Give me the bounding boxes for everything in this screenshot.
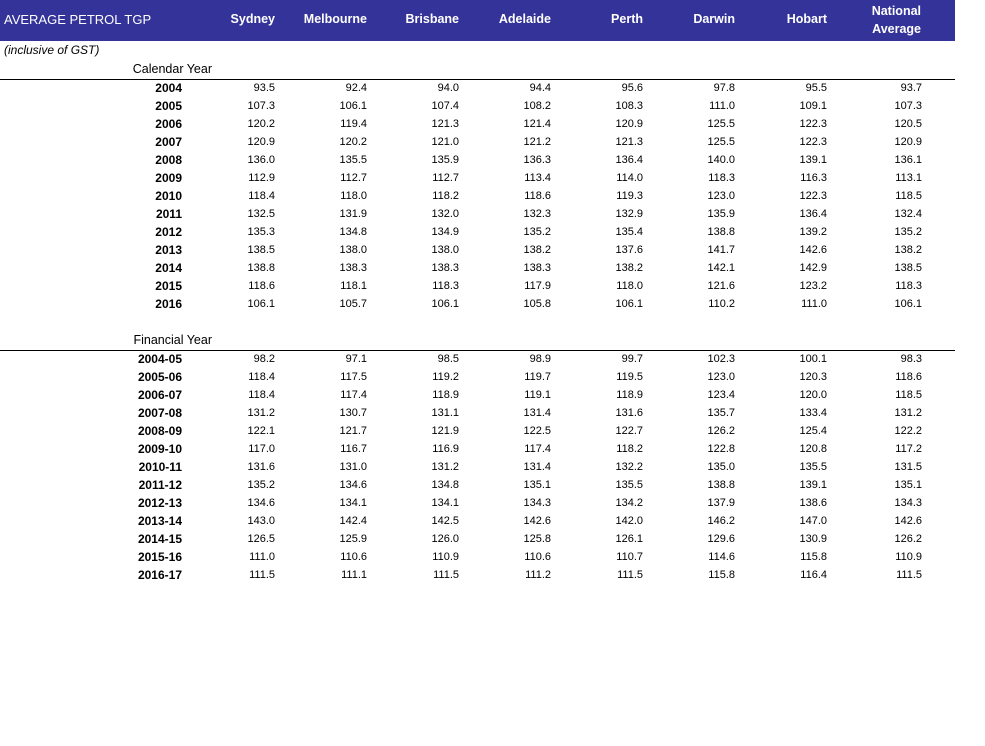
table-cell: 142.0 bbox=[615, 515, 643, 527]
table-cell: 138.8 bbox=[707, 479, 735, 491]
table-row bbox=[0, 260, 955, 278]
table-cell: 120.9 bbox=[894, 136, 922, 148]
table-cell: 118.6 bbox=[895, 371, 922, 383]
table-cell: 135.5 bbox=[615, 479, 643, 491]
table-cell: 135.1 bbox=[523, 479, 551, 491]
table-cell: 118.4 bbox=[248, 190, 275, 202]
table-cell: 98.9 bbox=[529, 353, 551, 365]
table-cell: 122.8 bbox=[707, 443, 735, 455]
table-cell: 118.5 bbox=[895, 190, 922, 202]
table-cell: 123.4 bbox=[707, 389, 735, 401]
table-cell: 141.7 bbox=[707, 244, 735, 256]
table-cell: 142.5 bbox=[431, 515, 459, 527]
table-cell: 135.5 bbox=[339, 154, 367, 166]
table-cell: 111.5 bbox=[433, 569, 459, 581]
table-row bbox=[0, 152, 955, 170]
table-cell: 118.0 bbox=[616, 280, 643, 292]
table-cell: 125.4 bbox=[799, 425, 827, 437]
table-cell: 122.3 bbox=[799, 118, 827, 130]
table-row bbox=[0, 351, 955, 369]
table-cell: 131.5 bbox=[894, 461, 922, 473]
table-cell: 118.6 bbox=[524, 190, 551, 202]
table-row bbox=[0, 98, 955, 116]
table-cell: 120.8 bbox=[799, 443, 827, 455]
calendar-year-label: Calendar Year bbox=[132, 62, 212, 76]
table-cell: 135.2 bbox=[523, 226, 551, 238]
table-cell: 126.2 bbox=[707, 425, 735, 437]
table-cell: 129.6 bbox=[707, 533, 735, 545]
table-cell: 131.6 bbox=[615, 407, 643, 419]
table-cell: 106.1 bbox=[339, 100, 367, 112]
table-row bbox=[0, 224, 955, 242]
table-cell: 111.0 bbox=[249, 551, 275, 563]
table-cell: 98.2 bbox=[253, 353, 275, 365]
table-cell: 138.2 bbox=[894, 244, 922, 256]
table-cell: 122.2 bbox=[894, 425, 922, 437]
table-cell: 120.3 bbox=[799, 371, 827, 383]
col-header-sydney: Sydney bbox=[230, 12, 275, 26]
table-cell: 131.4 bbox=[523, 407, 551, 419]
table-cell: 138.6 bbox=[799, 497, 827, 509]
row-year-label: 2013 bbox=[155, 243, 182, 257]
table-cell: 117.0 bbox=[248, 443, 275, 455]
table-row bbox=[0, 134, 955, 152]
table-cell: 111.0 bbox=[709, 100, 735, 112]
table-cell: 134.8 bbox=[431, 479, 459, 491]
table-cell: 119.2 bbox=[432, 371, 459, 383]
table-cell: 118.2 bbox=[432, 190, 459, 202]
col-header-darwin: Darwin bbox=[693, 12, 735, 26]
table-cell: 138.0 bbox=[431, 244, 459, 256]
table-row bbox=[0, 423, 955, 441]
table-cell: 147.0 bbox=[799, 515, 827, 527]
table-cell: 123.0 bbox=[707, 190, 735, 202]
table-cell: 120.5 bbox=[894, 118, 922, 130]
table-cell: 95.5 bbox=[805, 82, 827, 94]
table-cell: 108.3 bbox=[615, 100, 643, 112]
table-cell: 109.1 bbox=[799, 100, 827, 112]
table-cell: 131.6 bbox=[247, 461, 275, 473]
table-cell: 121.2 bbox=[523, 136, 551, 148]
table-cell: 134.3 bbox=[894, 497, 922, 509]
table-cell: 130.9 bbox=[799, 533, 827, 545]
table-cell: 117.4 bbox=[340, 389, 367, 401]
table-row bbox=[0, 170, 955, 188]
col-header-hobart: Hobart bbox=[786, 12, 827, 26]
table-cell: 110.6 bbox=[524, 551, 551, 563]
table-cell: 93.5 bbox=[253, 82, 275, 94]
table-cell: 106.1 bbox=[615, 298, 643, 310]
table-cell: 113.1 bbox=[895, 172, 922, 184]
table-cell: 132.4 bbox=[894, 208, 922, 220]
row-year-label: 2014 bbox=[155, 261, 182, 275]
table-cell: 118.2 bbox=[616, 443, 643, 455]
table-cell: 108.2 bbox=[523, 100, 551, 112]
table-cell: 125.9 bbox=[339, 533, 367, 545]
table-cell: 123.2 bbox=[799, 280, 827, 292]
table-row bbox=[0, 531, 955, 549]
table-cell: 132.0 bbox=[431, 208, 459, 220]
row-year-label: 2011 bbox=[155, 207, 182, 221]
table-cell: 136.0 bbox=[247, 154, 275, 166]
table-cell: 136.1 bbox=[894, 154, 922, 166]
table-cell: 123.0 bbox=[707, 371, 735, 383]
table-cell: 136.4 bbox=[799, 208, 827, 220]
table-cell: 116.9 bbox=[432, 443, 459, 455]
row-year-label: 2004-05 bbox=[137, 352, 182, 366]
table-cell: 138.8 bbox=[247, 262, 275, 274]
table-cell: 111.0 bbox=[801, 298, 827, 310]
table-cell: 132.2 bbox=[615, 461, 643, 473]
table-row bbox=[0, 206, 955, 224]
table-cell: 138.5 bbox=[247, 244, 275, 256]
row-year-label: 2010 bbox=[155, 189, 182, 203]
table-cell: 139.1 bbox=[799, 154, 827, 166]
table-cell: 122.3 bbox=[799, 190, 827, 202]
table-cell: 132.9 bbox=[615, 208, 643, 220]
table-cell: 135.7 bbox=[707, 407, 735, 419]
table-cell: 118.0 bbox=[340, 190, 367, 202]
table-cell: 125.5 bbox=[707, 118, 735, 130]
table-cell: 120.2 bbox=[339, 136, 367, 148]
table-cell: 136.3 bbox=[523, 154, 551, 166]
table-cell: 139.1 bbox=[799, 479, 827, 491]
table-row bbox=[0, 549, 955, 567]
table-cell: 125.8 bbox=[523, 533, 551, 545]
table-cell: 143.0 bbox=[247, 515, 275, 527]
table-cell: 110.9 bbox=[895, 551, 922, 563]
table-cell: 97.8 bbox=[713, 82, 735, 94]
table-row bbox=[0, 369, 955, 387]
table-cell: 134.6 bbox=[247, 497, 275, 509]
table-cell: 114.6 bbox=[708, 551, 735, 563]
table-cell: 121.0 bbox=[431, 136, 459, 148]
table-cell: 130.7 bbox=[339, 407, 367, 419]
table-cell: 94.4 bbox=[529, 82, 551, 94]
table-cell: 111.2 bbox=[525, 569, 551, 581]
table-cell: 117.9 bbox=[524, 280, 551, 292]
table-cell: 107.3 bbox=[247, 100, 275, 112]
table-cell: 126.2 bbox=[894, 533, 922, 545]
table-cell: 92.4 bbox=[345, 82, 367, 94]
table-row bbox=[0, 441, 955, 459]
table-cell: 138.3 bbox=[339, 262, 367, 274]
row-year-label: 2012 bbox=[155, 225, 182, 239]
table-row bbox=[0, 188, 955, 206]
table-cell: 118.9 bbox=[432, 389, 459, 401]
table-cell: 106.1 bbox=[894, 298, 922, 310]
sheet-title: AVERAGE PETROL TGP bbox=[4, 12, 152, 27]
table-cell: 111.5 bbox=[249, 569, 275, 581]
table-cell: 142.6 bbox=[799, 244, 827, 256]
table-cell: 131.9 bbox=[339, 208, 367, 220]
table-cell: 105.7 bbox=[339, 298, 367, 310]
table-cell: 135.2 bbox=[247, 479, 275, 491]
row-year-label: 2004 bbox=[155, 81, 182, 95]
table-cell: 142.4 bbox=[339, 515, 367, 527]
table-cell: 106.1 bbox=[431, 298, 459, 310]
table-cell: 122.3 bbox=[799, 136, 827, 148]
col-header-brisbane: Brisbane bbox=[405, 12, 459, 26]
table-cell: 119.3 bbox=[616, 190, 643, 202]
table-cell: 112.7 bbox=[432, 172, 459, 184]
table-cell: 135.2 bbox=[894, 226, 922, 238]
table-row bbox=[0, 405, 955, 423]
row-year-label: 2007-08 bbox=[137, 406, 182, 420]
table-cell: 122.1 bbox=[247, 425, 275, 437]
table-cell: 115.8 bbox=[708, 569, 735, 581]
table-cell: 138.8 bbox=[707, 226, 735, 238]
row-year-label: 2006-07 bbox=[137, 388, 182, 402]
row-year-label: 2014-15 bbox=[137, 532, 182, 546]
table-cell: 118.5 bbox=[895, 389, 922, 401]
table-cell: 116.7 bbox=[340, 443, 367, 455]
table-cell: 132.5 bbox=[247, 208, 275, 220]
table-cell: 121.4 bbox=[523, 118, 551, 130]
table-cell: 121.3 bbox=[615, 136, 643, 148]
table-cell: 118.4 bbox=[248, 371, 275, 383]
table-cell: 93.7 bbox=[900, 82, 922, 94]
row-year-label: 2005-06 bbox=[137, 370, 182, 384]
table-cell: 112.9 bbox=[248, 172, 275, 184]
table-cell: 107.3 bbox=[894, 100, 922, 112]
table-cell: 99.7 bbox=[621, 353, 643, 365]
table-cell: 115.8 bbox=[800, 551, 827, 563]
table-cell: 131.2 bbox=[247, 407, 275, 419]
table-cell: 131.2 bbox=[894, 407, 922, 419]
row-year-label: 2011-12 bbox=[138, 478, 182, 492]
table-cell: 121.3 bbox=[431, 118, 459, 130]
table-cell: 119.7 bbox=[524, 371, 551, 383]
table-cell: 136.4 bbox=[615, 154, 643, 166]
col-header-national-line1: National bbox=[871, 4, 921, 18]
table-cell: 110.7 bbox=[616, 551, 643, 563]
row-year-label: 2009 bbox=[155, 171, 182, 185]
col-header-adelaide: Adelaide bbox=[498, 12, 551, 26]
row-year-label: 2015 bbox=[155, 279, 182, 293]
table-cell: 138.3 bbox=[431, 262, 459, 274]
table-cell: 106.1 bbox=[247, 298, 275, 310]
table-cell: 121.6 bbox=[707, 280, 735, 292]
table-cell: 117.2 bbox=[895, 443, 922, 455]
financial-year-label: Financial Year bbox=[133, 333, 212, 347]
table-cell: 102.3 bbox=[707, 353, 735, 365]
row-year-label: 2009-10 bbox=[137, 442, 182, 456]
table-cell: 118.3 bbox=[708, 172, 735, 184]
table-cell: 120.9 bbox=[247, 136, 275, 148]
table-cell: 110.6 bbox=[340, 551, 367, 563]
table-cell: 110.2 bbox=[708, 298, 735, 310]
table-cell: 135.4 bbox=[615, 226, 643, 238]
table-row bbox=[0, 513, 955, 531]
row-year-label: 2005 bbox=[155, 99, 182, 113]
table-cell: 94.0 bbox=[437, 82, 459, 94]
table-cell: 121.7 bbox=[339, 425, 367, 437]
table-cell: 118.9 bbox=[616, 389, 643, 401]
table-cell: 131.1 bbox=[431, 407, 459, 419]
table-cell: 138.2 bbox=[523, 244, 551, 256]
table-cell: 116.4 bbox=[800, 569, 827, 581]
table-cell: 137.9 bbox=[707, 497, 735, 509]
table-cell: 126.0 bbox=[431, 533, 459, 545]
table-cell: 114.0 bbox=[616, 172, 643, 184]
table-cell: 132.3 bbox=[523, 208, 551, 220]
table-cell: 139.2 bbox=[799, 226, 827, 238]
table-cell: 142.1 bbox=[707, 262, 735, 274]
table-row bbox=[0, 116, 955, 134]
table-cell: 118.3 bbox=[432, 280, 459, 292]
table-cell: 134.2 bbox=[615, 497, 643, 509]
row-year-label: 2006 bbox=[155, 117, 182, 131]
table-row bbox=[0, 278, 955, 296]
table-cell: 142.6 bbox=[894, 515, 922, 527]
table-cell: 134.8 bbox=[339, 226, 367, 238]
table-cell: 134.1 bbox=[431, 497, 459, 509]
table-row bbox=[0, 459, 955, 477]
table-cell: 119.1 bbox=[524, 389, 551, 401]
table-cell: 135.3 bbox=[247, 226, 275, 238]
table-cell: 111.1 bbox=[341, 569, 367, 581]
table-cell: 126.1 bbox=[615, 533, 643, 545]
table-cell: 119.4 bbox=[340, 118, 367, 130]
table-cell: 110.9 bbox=[432, 551, 459, 563]
table-cell: 133.4 bbox=[799, 407, 827, 419]
table-cell: 134.1 bbox=[339, 497, 367, 509]
table-cell: 111.5 bbox=[896, 569, 922, 581]
row-year-label: 2012-13 bbox=[137, 496, 182, 510]
row-year-label: 2013-14 bbox=[137, 514, 182, 528]
table-cell: 117.5 bbox=[340, 371, 367, 383]
row-year-label: 2008-09 bbox=[137, 424, 182, 438]
table-row bbox=[0, 296, 955, 314]
table-cell: 119.5 bbox=[616, 371, 643, 383]
table-cell: 120.2 bbox=[247, 118, 275, 130]
table-cell: 98.3 bbox=[900, 353, 922, 365]
table-cell: 121.9 bbox=[431, 425, 459, 437]
table-cell: 135.0 bbox=[707, 461, 735, 473]
table-cell: 105.8 bbox=[523, 298, 551, 310]
table-cell: 117.4 bbox=[524, 443, 551, 455]
table-cell: 131.2 bbox=[431, 461, 459, 473]
table-cell: 118.4 bbox=[248, 389, 275, 401]
table-cell: 138.5 bbox=[894, 262, 922, 274]
table-row bbox=[0, 242, 955, 260]
table-row bbox=[0, 80, 955, 98]
table-row bbox=[0, 477, 955, 495]
table-cell: 134.6 bbox=[339, 479, 367, 491]
table-cell: 142.6 bbox=[523, 515, 551, 527]
table-cell: 134.3 bbox=[523, 497, 551, 509]
table-cell: 131.0 bbox=[339, 461, 367, 473]
table-cell: 134.9 bbox=[431, 226, 459, 238]
table-cell: 142.9 bbox=[799, 262, 827, 274]
row-year-label: 2016 bbox=[155, 297, 182, 311]
table-cell: 98.5 bbox=[437, 353, 459, 365]
table-cell: 118.6 bbox=[248, 280, 275, 292]
table-cell: 112.7 bbox=[340, 172, 367, 184]
header-bar bbox=[0, 0, 955, 41]
row-year-label: 2010-11 bbox=[138, 460, 182, 474]
table-row bbox=[0, 495, 955, 513]
table-cell: 135.9 bbox=[707, 208, 735, 220]
row-year-label: 2007 bbox=[155, 135, 182, 149]
table-cell: 140.0 bbox=[707, 154, 735, 166]
table-cell: 97.1 bbox=[345, 353, 367, 365]
table-cell: 126.5 bbox=[247, 533, 275, 545]
col-header-perth: Perth bbox=[611, 12, 643, 26]
table-cell: 138.2 bbox=[615, 262, 643, 274]
table-cell: 118.1 bbox=[340, 280, 367, 292]
table-cell: 120.9 bbox=[615, 118, 643, 130]
table-cell: 131.4 bbox=[523, 461, 551, 473]
gst-note: (inclusive of GST) bbox=[4, 43, 100, 57]
table-cell: 138.3 bbox=[523, 262, 551, 274]
table-cell: 107.4 bbox=[431, 100, 459, 112]
table-cell: 100.1 bbox=[799, 353, 827, 365]
table-cell: 125.5 bbox=[707, 136, 735, 148]
col-header-melbourne: Melbourne bbox=[303, 12, 367, 26]
table-cell: 116.3 bbox=[800, 172, 827, 184]
table-cell: 137.6 bbox=[615, 244, 643, 256]
table-row bbox=[0, 387, 955, 405]
table-cell: 138.0 bbox=[339, 244, 367, 256]
table-cell: 135.5 bbox=[799, 461, 827, 473]
table-cell: 113.4 bbox=[524, 172, 551, 184]
row-year-label: 2016-17 bbox=[137, 568, 182, 582]
table-cell: 111.5 bbox=[617, 569, 643, 581]
row-year-label: 2008 bbox=[155, 153, 182, 167]
table-cell: 146.2 bbox=[707, 515, 735, 527]
table-cell: 120.0 bbox=[799, 389, 827, 401]
table-cell: 118.3 bbox=[895, 280, 922, 292]
table-cell: 135.1 bbox=[894, 479, 922, 491]
table-cell: 135.9 bbox=[431, 154, 459, 166]
table-cell: 122.5 bbox=[523, 425, 551, 437]
table-row bbox=[0, 567, 955, 585]
table-cell: 122.7 bbox=[615, 425, 643, 437]
row-year-label: 2015-16 bbox=[137, 550, 182, 564]
col-header-national-line2: Average bbox=[872, 22, 921, 36]
table-cell: 95.6 bbox=[621, 82, 643, 94]
